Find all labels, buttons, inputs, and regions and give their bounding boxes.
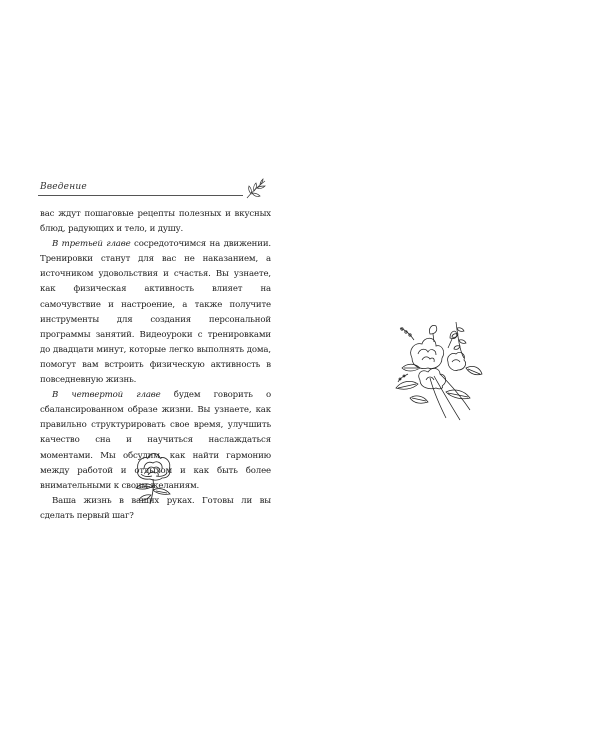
paragraph-text: будем говорить о сбалансированном образе жизни. Вы узнаете, как правильно структурировать свое время, улучшить качество сна и научиться наслаждаться моментами. Мы обсудим, как найти гармонию между работой и отдыхом и как быть более внимательными к своим желаниям. [40,390,271,491]
paragraph-2 [40,237,271,388]
paragraph-lead: В четвертой главе [52,390,161,401]
header-rule [38,195,243,196]
paragraph-text: сосредоточимся на движении. Тренировки станут для вас не наказанием, а источником удовольствия и счастья. Вы узнаете, как физическая активность влияет на самочувствие и настроение, а также получите инструменты для создания персональной программы занятий. Видеоуроки с тренировками до двадцати минут, которые легко выполнять дома, помогут вам встроить физическую активность в повседневную жизнь. [40,239,271,386]
right-page [300,0,600,750]
running-header [38,176,270,200]
running-header-title: Введение [40,182,87,192]
paragraph-1 [40,207,271,237]
paragraph-text: Ваша жизнь в ваших руках. Готовы ли вы сделать первый шаг? [40,495,271,521]
paragraph-text: вас ждут пошаговые рецепты полезных и вкусных блюд, радующих и тело, и душу. [40,209,271,235]
paragraph-lead: В третьей главе [52,239,131,250]
peony-flower-icon [124,448,184,506]
leaf-sprig-icon [244,178,268,200]
floral-bouquet-icon [390,318,484,422]
